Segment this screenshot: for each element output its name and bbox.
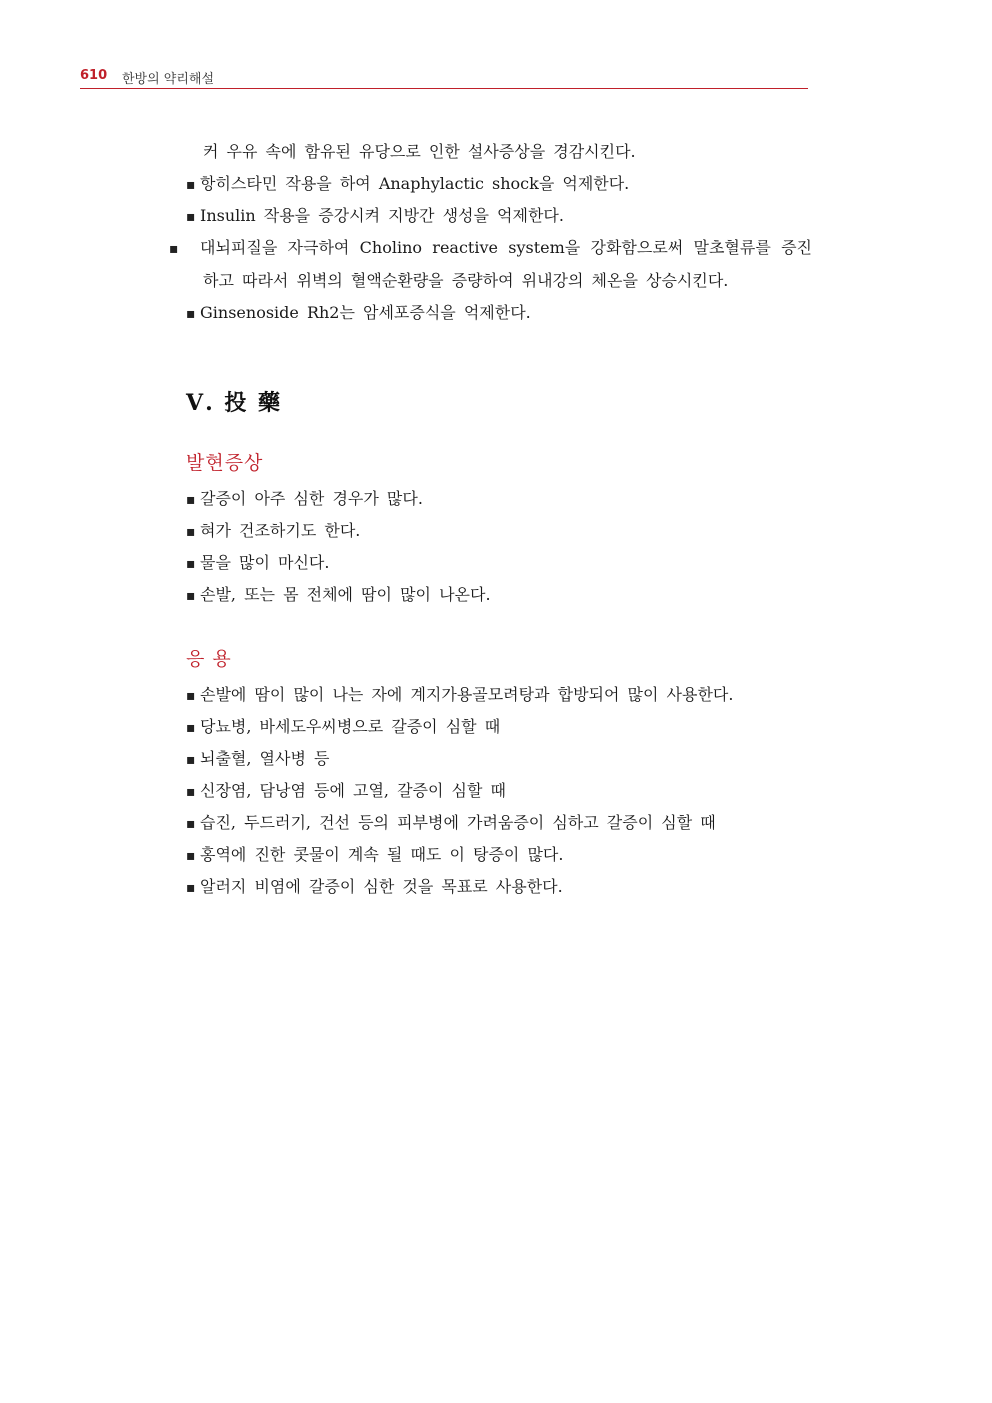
bullet-icon: ▪ <box>186 524 196 540</box>
list-item: ▪ 손발, 또는 몸 전체에 땀이 많이 나온다. <box>186 579 812 611</box>
bullet-icon: ▪ <box>186 688 196 704</box>
applications-list <box>186 679 812 903</box>
list-item: ▪ 혀가 건조하기도 한다. <box>186 515 812 547</box>
bullet-icon: ▪ <box>169 241 179 257</box>
continuation-line: 커 우유 속에 함유된 유당으로 인한 설사증상을 경감시킨다. <box>203 142 636 161</box>
bullet-icon: ▪ <box>186 848 196 864</box>
list-item: ▪ 신장염, 담낭염 등에 고열, 갈증이 심할 때 <box>186 775 812 807</box>
page-content <box>169 136 812 903</box>
bullet-icon: ▪ <box>186 209 196 225</box>
bullet-icon: ▪ <box>186 556 196 572</box>
list-item: ▪ 갈증이 아주 심한 경우가 많다. <box>186 483 812 515</box>
symptoms-heading: 발현증상 <box>186 452 264 474</box>
list-item: ▪ Ginsenoside Rh2는 암세포증식을 억제한다. <box>186 297 812 329</box>
bullet-icon: ▪ <box>186 880 196 896</box>
applications-heading: 응 용 <box>186 648 232 670</box>
list-item: ▪ 뇌출혈, 열사병 등 <box>186 743 812 775</box>
list-item: ▪ 대뇌피질을 자극하여 Cholino reactive system을 강화함으로써 말초혈류를 증진하고 따라서 위벽의 혈액순환량을 증량하여 위내강의 체온을 상승시킨다. <box>186 232 812 297</box>
bullet-icon: ▪ <box>186 492 196 508</box>
list-item: ▪ 습진, 두드러기, 건선 등의 피부병에 가려움증이 심하고 갈증이 심할 때 <box>186 807 812 839</box>
bullet-icon: ▪ <box>186 816 196 832</box>
section-title: Ⅴ. 投 藥 <box>186 390 283 416</box>
list-item: ▪ 홍역에 진한 콧물이 계속 될 때도 이 탕증이 많다. <box>186 839 812 871</box>
list-item: ▪ 물을 많이 마신다. <box>186 547 812 579</box>
bullet-icon: ▪ <box>186 306 196 322</box>
list-item: ▪ 항히스타민 작용을 하여 Anaphylactic shock을 억제한다. <box>186 168 812 200</box>
bullet-icon: ▪ <box>186 177 196 193</box>
bullet-icon: ▪ <box>186 784 196 800</box>
bullet-icon: ▪ <box>186 720 196 736</box>
list-item: ▪ 알러지 비염에 갈증이 심한 것을 목표로 사용한다. <box>186 871 812 903</box>
book-title: 한방의 약리해설 <box>122 72 215 87</box>
list-item: ▪ Insulin 작용을 증강시켜 지방간 생성을 억제한다. <box>186 200 812 232</box>
intro-bullet-list <box>169 168 812 329</box>
bullet-icon: ▪ <box>186 588 196 604</box>
list-item: ▪ 당뇨병, 바세도우씨병으로 갈증이 심할 때 <box>186 711 812 743</box>
bullet-icon: ▪ <box>186 752 196 768</box>
page-number: 610 <box>80 68 108 83</box>
symptoms-list <box>186 483 812 611</box>
list-item: ▪ 손발에 땀이 많이 나는 자에 계지가용골모려탕과 합방되어 많이 사용한다. <box>186 679 812 711</box>
page-header <box>80 66 808 89</box>
